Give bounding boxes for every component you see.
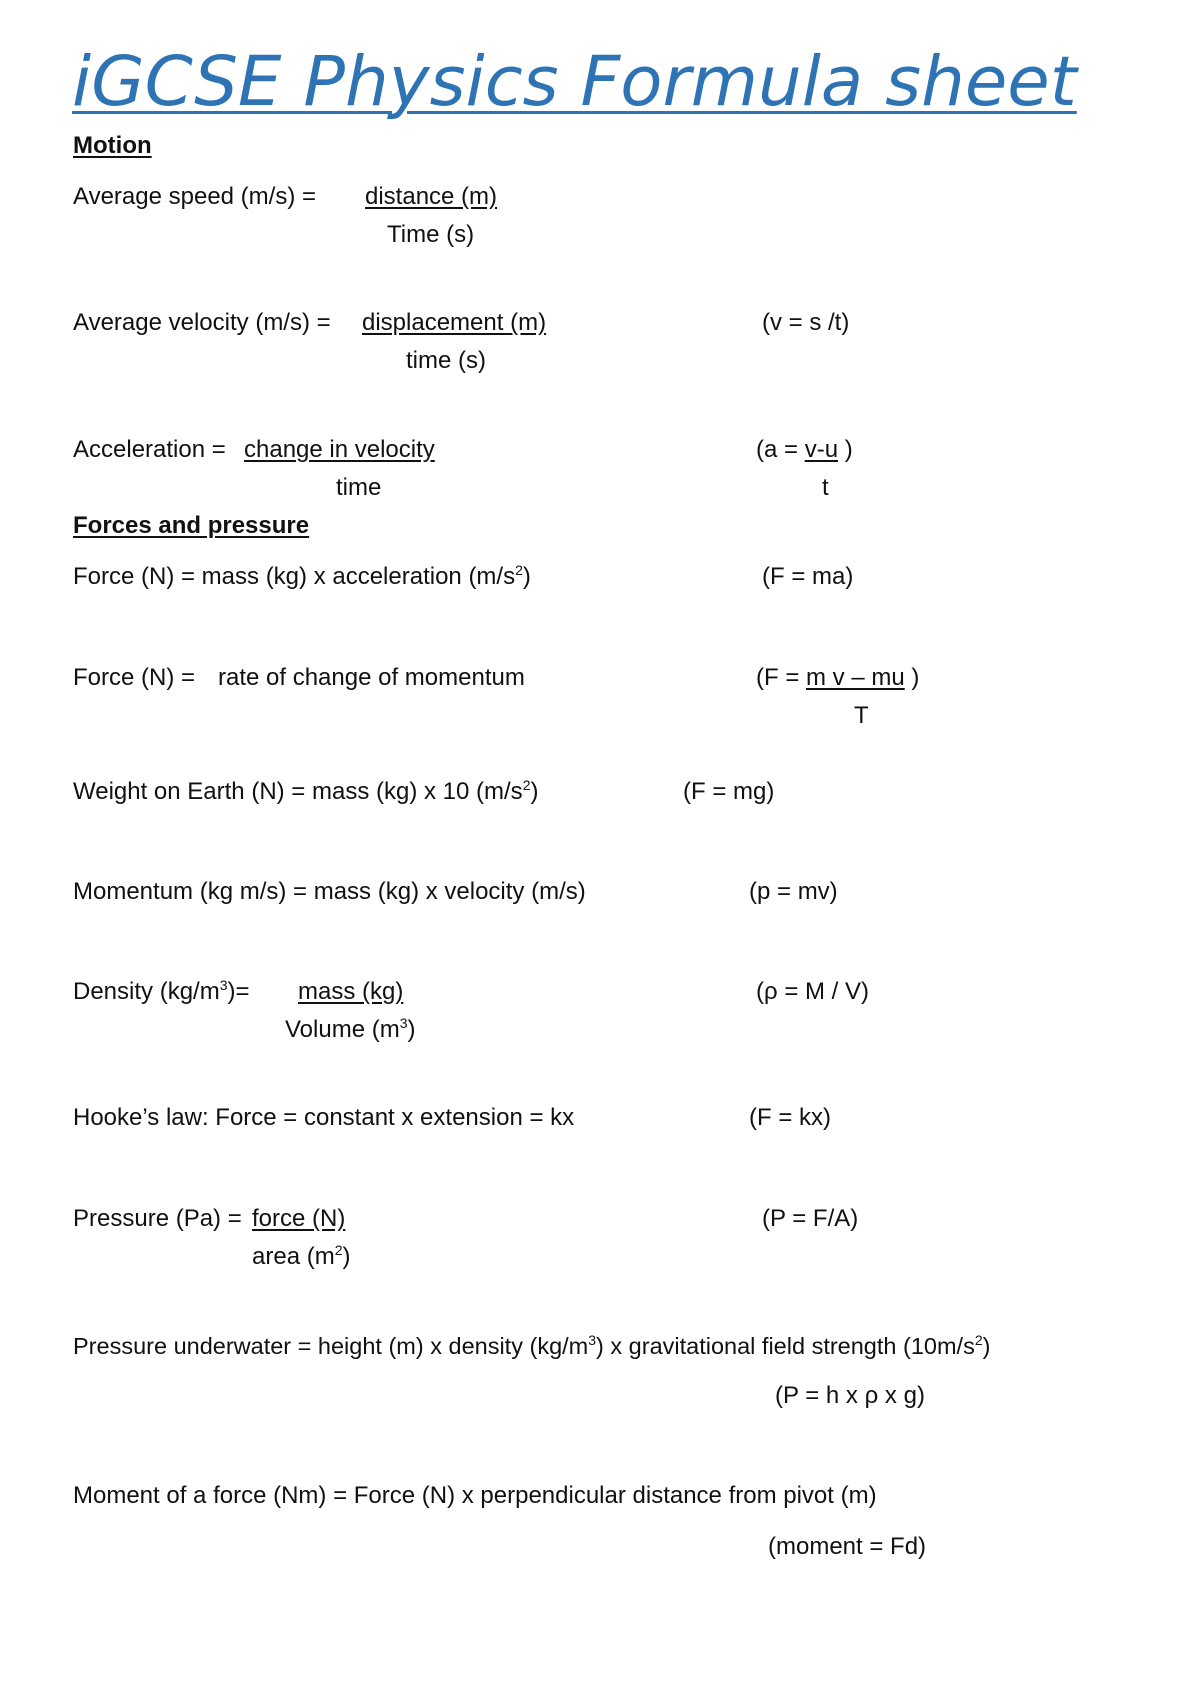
force-formula: Force (N) = mass (kg) x acceleration $(m/s^2)$ <box>73 562 531 590</box>
velocity-formula-symbol: (v = s /t) <box>762 309 850 336</box>
speed-formula-denominator: Time (s) <box>387 221 475 248</box>
pressure-formula-symbol: (P = F/A) <box>762 1205 859 1232</box>
page-title: iGCSE Physics Formula sheet <box>72 42 1077 122</box>
acceleration-formula-denominator: time <box>336 474 382 501</box>
hookes-law-formula: Hooke’s law: Force = constant x extension = kx <box>73 1104 575 1131</box>
pressure-formula-lhs: Pressure (Pa) = <box>73 1205 242 1232</box>
velocity-formula-lhs: Average velocity (m/s) = <box>73 309 331 336</box>
momentum-formula: Momentum (kg m/s) = mass (kg) x velocity (m/s) <box>73 878 586 905</box>
momentum-change-symbol-numerator: m v – mu <box>806 664 905 691</box>
momentum-change-formula-lhs: Force (N) = <box>73 664 196 691</box>
underwater-pressure-formula: Pressure underwater = height (m) x density $(kg/m^3)$ x gravitational field strength $(10m/s^2)$ <box>73 1332 991 1359</box>
section-heading-motion: Motion <box>73 132 152 159</box>
section-heading-forces: Forces and pressure <box>73 512 310 539</box>
pressure-formula-numerator: force (N) <box>252 1205 346 1232</box>
speed-formula-numerator: distance (m) <box>365 183 498 210</box>
acceleration-formula-numerator: change in velocity <box>244 436 435 463</box>
momentum-change-symbol-open: (F = <box>756 664 800 691</box>
moment-formula: Moment of a force (Nm) = Force (N) x perpendicular distance from pivot (m) <box>73 1482 877 1509</box>
acceleration-formula-lhs: Acceleration = <box>73 436 226 463</box>
density-formula-lhs: Density $(kg/m^3)=$ <box>73 977 250 1005</box>
hookes-law-symbol: (F = kx) <box>749 1104 831 1131</box>
weight-formula-symbol: (F = mg) <box>683 778 775 805</box>
acceleration-symbol-open: (a = <box>756 436 799 463</box>
momentum-formula-symbol: (p = mv) <box>749 878 838 905</box>
pressure-formula-denominator: area $(m^2)$ <box>252 1242 351 1270</box>
acceleration-symbol-denominator: t <box>822 474 829 501</box>
acceleration-symbol-close: ) <box>844 436 853 463</box>
force-formula-symbol: (F = ma) <box>762 563 854 590</box>
moment-formula-symbol: (moment = Fd) <box>768 1533 927 1560</box>
momentum-change-symbol-close: ) <box>911 664 920 691</box>
density-formula-symbol: (ρ = M / V) <box>756 978 869 1005</box>
momentum-change-symbol <box>756 663 919 693</box>
underwater-pressure-symbol: (P = h x ρ x g) <box>775 1382 925 1409</box>
acceleration-symbol <box>756 435 853 465</box>
density-formula-numerator: mass (kg) <box>298 978 404 1005</box>
weight-formula: Weight on Earth (N) = mass (kg) x 10 $(m/s^2)$ <box>73 777 539 805</box>
speed-formula-lhs: Average speed (m/s) = <box>73 183 317 210</box>
momentum-change-symbol-denominator: T <box>854 702 869 729</box>
velocity-formula-numerator: displacement (m) <box>362 309 547 336</box>
velocity-formula-denominator: time (s) <box>406 347 486 374</box>
momentum-change-formula-rhs: rate of change of momentum <box>218 664 525 691</box>
acceleration-symbol-numerator: v-u <box>804 436 839 463</box>
density-formula-denominator: Volume $(m^3)$ <box>285 1015 416 1043</box>
